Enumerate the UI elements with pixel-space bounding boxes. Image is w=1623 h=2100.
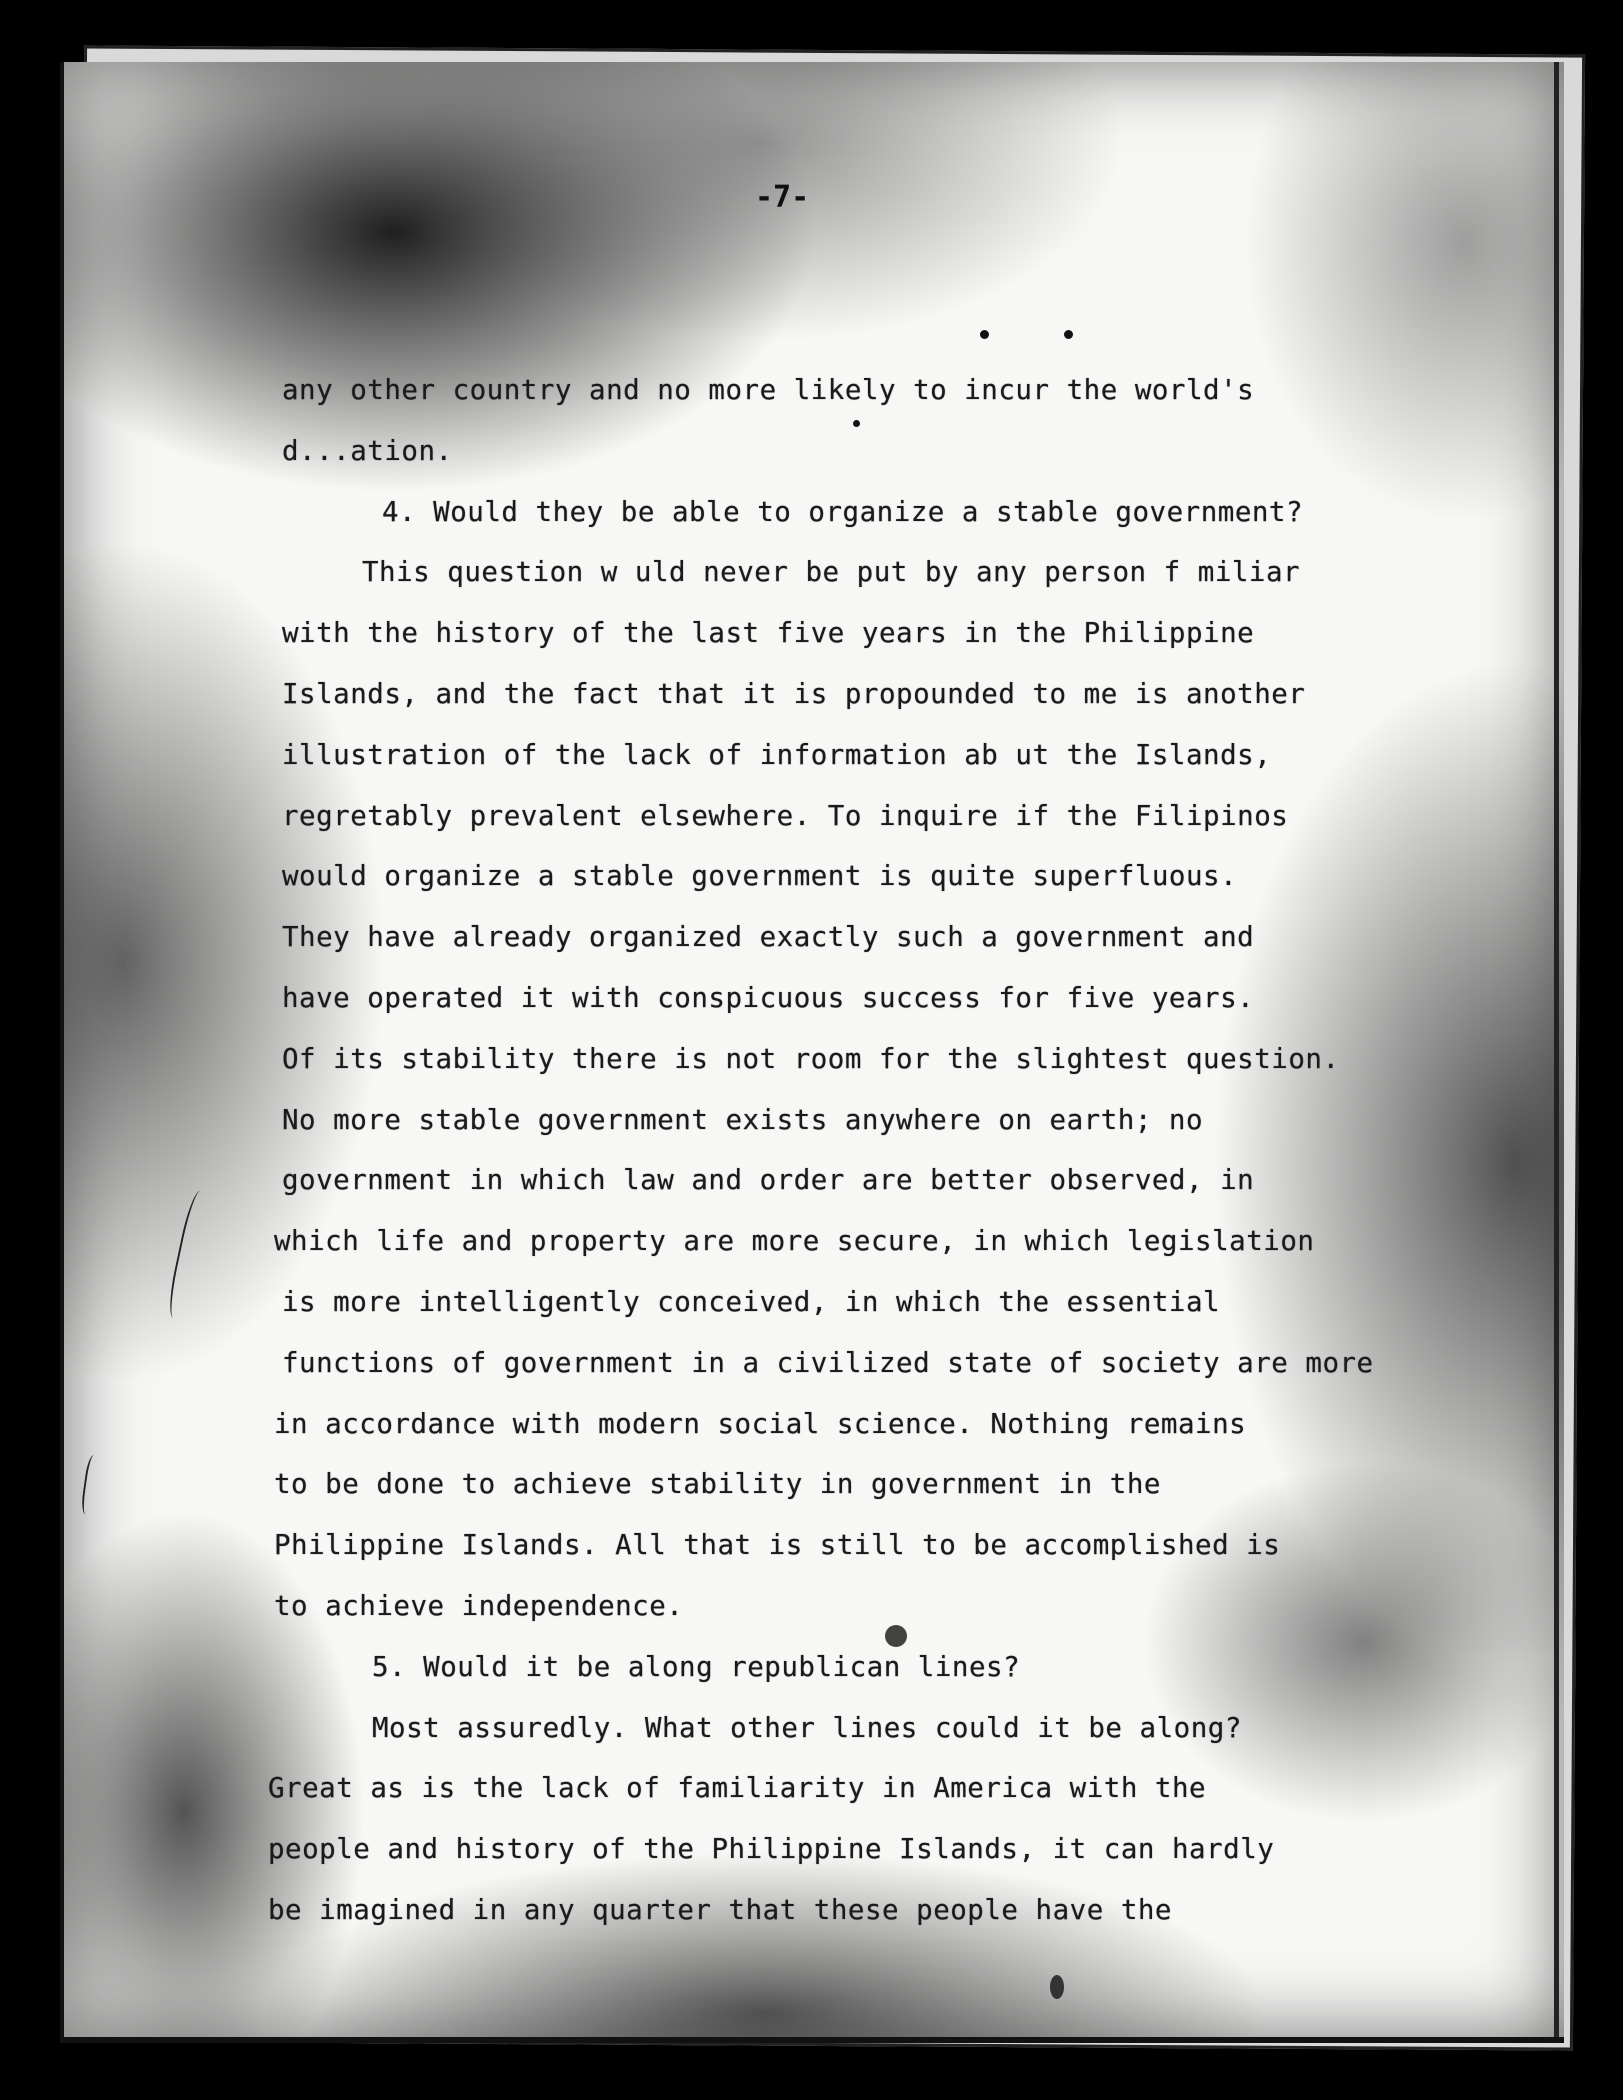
text-line: is more intelligently conceived, in which the essential: [282, 1285, 1221, 1318]
text-line: Islands, and the fact that it is propounded to me is another: [282, 677, 1306, 710]
text-line: Philippine Islands. All that is still to be accomplished is: [274, 1529, 1281, 1562]
text-line: would organize a stable government is quite superfluous.: [282, 860, 1238, 893]
ink-dot: [1064, 330, 1073, 339]
text-line: Most assuredly. What other lines could it be along?: [372, 1711, 1242, 1744]
page-right-edge: [1554, 62, 1559, 2037]
text-line: This question w uld never be put by any person f miliar: [362, 556, 1301, 589]
text-line: Great as is the lack of familiarity in America with the: [268, 1772, 1207, 1805]
text-line: people and history of the Philippine Islands, it can hardly: [268, 1833, 1275, 1866]
text-line: be imagined in any quarter that these people have the: [268, 1893, 1172, 1926]
page-number: -7-: [755, 180, 810, 215]
text-line: d...ation.: [282, 434, 453, 467]
ink-dot: [980, 330, 989, 339]
text-line: government in which law and order are better observed, in: [282, 1164, 1255, 1197]
text-line: have operated it with conspicuous success for five years.: [282, 981, 1255, 1014]
text-line: regretably prevalent elsewhere. To inquire if the Filipinos: [282, 799, 1289, 832]
document-body: [268, 360, 1512, 1941]
question-heading: 4. Would they be able to organize a stable government?: [382, 495, 1304, 528]
text-line: to achieve independence.: [274, 1589, 684, 1622]
text-line: functions of government in a civilized state of society are more: [282, 1346, 1374, 1379]
text-line: illustration of the lack of information ab ut the Islands,: [282, 738, 1272, 771]
text-line: which life and property are more secure, in which legislation: [274, 1225, 1315, 1258]
text-line: with the history of the last five years in the Philippine: [282, 617, 1255, 650]
text-line: any other country and no more likely to incur the world's: [282, 374, 1255, 406]
text-line: Of its stability there is not room for the slightest question.: [282, 1042, 1340, 1075]
text-line: No more stable government exists anywhere on earth; no: [282, 1103, 1204, 1136]
text-line: in accordance with modern social science. Nothing remains: [274, 1407, 1247, 1440]
ink-stain: [1050, 1975, 1064, 1999]
text-line: They have already organized exactly such a government and: [282, 921, 1255, 954]
question-heading: 5. Would it be along republican lines?: [372, 1650, 1021, 1683]
text-line: to be done to achieve stability in government in the: [274, 1468, 1161, 1501]
